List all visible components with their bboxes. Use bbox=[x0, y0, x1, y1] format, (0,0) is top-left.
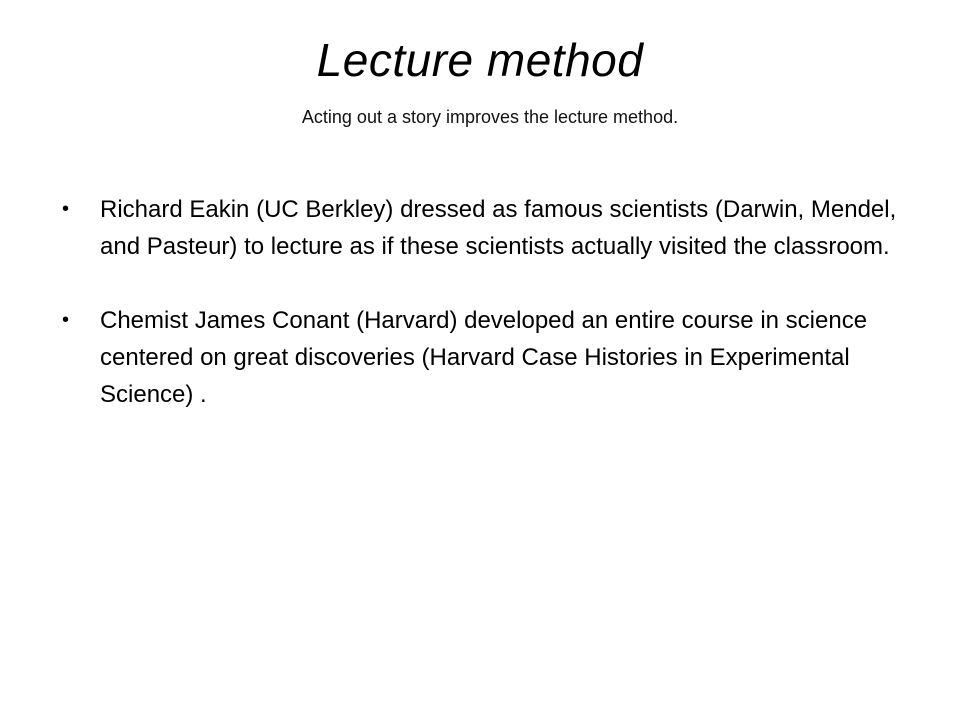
bullet-text-conant: Chemist James Conant (Harvard) developed an entire course in science centered on great discoveries (Harvard Case Histories in Experimental Science) . bbox=[100, 307, 868, 408]
bullet-icon: • bbox=[62, 309, 70, 331]
slide-title: Lecture method bbox=[316, 34, 644, 86]
bullet-icon: • bbox=[62, 198, 70, 220]
bullet-list bbox=[62, 191, 902, 450]
bullet-text-eakin: Richard Eakin (UC Berkley) dressed as famous scientists (Darwin, Mendel, and Pasteur) to lecture as if these scientists actually visited the classroom. bbox=[100, 196, 897, 260]
bullet-item-conant bbox=[62, 302, 902, 413]
bullet-item-eakin bbox=[62, 191, 902, 265]
slide-subtitle: Acting out a story improves the lecture method. bbox=[301, 107, 679, 127]
